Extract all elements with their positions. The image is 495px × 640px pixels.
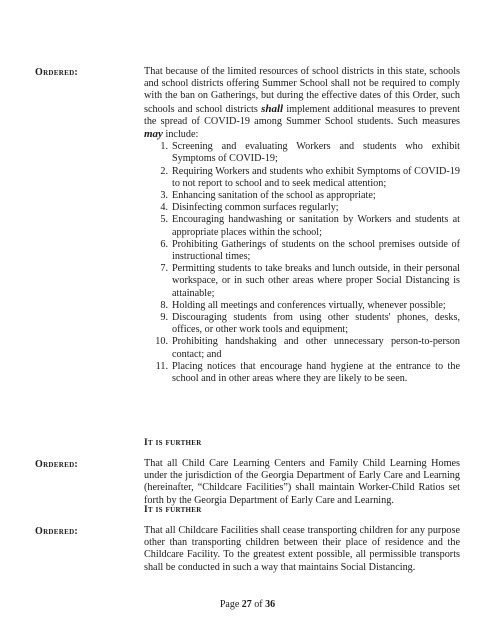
- list-item-text: Encouraging handwashing or sanitation by Workers and students at appropriate places within the school;: [172, 214, 460, 238]
- it-is-further-1: It is further: [144, 438, 202, 448]
- section-3-text: That all Childcare Facilities shall cease transporting children for any purpose other than transporting children between their place of residence and the Childcare Facility. To the greatest extent possible, all permissible transports shall be conducted in such a way that maintains Social Distancing.: [144, 525, 460, 573]
- list-item: [144, 214, 460, 238]
- list-item-number: 10.: [155, 336, 168, 348]
- section-3-body: [144, 525, 460, 574]
- section-1-intro: [144, 66, 460, 141]
- list-item-text: Requiring Workers and students who exhibit Symptoms of COVID-19 to not report to school and to seek medical attention;: [172, 165, 460, 189]
- section-2-text: That all Child Care Learning Centers and Family Child Learning Homes under the jurisdiction of the Georgia Department of Early Care and Learning (hereinafter, “Childcare Facilities”) shall maintain Worker-Child Ratios set forth by the Georgia Department of Early Care and Learning.: [144, 458, 460, 506]
- list-item: [144, 312, 460, 336]
- intro-text-a: That because of the limited resources of school districts in this state, schools and school districts offering Summer School shall not be required to comply with the ban on Gatherings, but during the effective dates of this Order, such schools and school districts: [144, 66, 460, 115]
- list-item: [144, 239, 460, 263]
- list-item-number: 6.: [160, 238, 168, 250]
- list-item-number: 9.: [160, 312, 168, 324]
- page-footer: [0, 599, 495, 610]
- list-item-text: Prohibiting handshaking and other unnecessary person-to-person contact; and: [172, 336, 460, 360]
- intro-text-c: include:: [162, 129, 199, 141]
- list-item: [144, 166, 460, 190]
- footer-prefix: Page: [219, 599, 242, 610]
- list-item-number: 4.: [160, 202, 168, 214]
- list-item-text: Disinfecting common surfaces regularly;: [172, 202, 339, 214]
- list-item: [144, 300, 460, 312]
- list-item-text: Prohibiting Gatherings of students on the school premises outside of instructional times;: [172, 238, 460, 263]
- ordered-label-3: Ordered:: [35, 526, 79, 537]
- list-item-text: Screening and evaluating Workers and students who exhibit Symptoms of COVID-19;: [172, 141, 460, 165]
- list-item-text: Holding all meetings and conferences virtually, whenever possible;: [172, 299, 446, 311]
- list-item: [144, 141, 460, 165]
- intro-emphasis-may: may: [144, 128, 163, 141]
- list-item-number: 3.: [160, 190, 168, 202]
- list-item-number: 2.: [160, 165, 168, 177]
- total-page-number: 36: [265, 599, 276, 610]
- list-item-text: Placing notices that encourage hand hygiene at the entrance to the school and in other areas where they are likely to be seen.: [172, 360, 460, 385]
- list-item: [144, 361, 460, 385]
- list-item-text: Permitting students to take breaks and lunch outside, in their personal workspace, or in such other areas where proper Social Distancing is attainable;: [172, 263, 460, 299]
- ordered-label-1: Ordered:: [35, 67, 79, 78]
- list-item-number: 5.: [160, 214, 168, 226]
- list-item-number: 8.: [160, 299, 168, 311]
- list-item: [144, 190, 460, 202]
- section-2-body: [144, 458, 460, 507]
- intro-text-b: implement additional measures to prevent the spread of COVID-19 among Summer School students. Such measures: [144, 103, 460, 127]
- it-is-further-2: It is further: [144, 505, 202, 515]
- list-item-number: 7.: [160, 263, 168, 275]
- section-1-body: [144, 66, 460, 385]
- ordered-label-2: Ordered:: [35, 459, 79, 470]
- list-item-number: 1.: [160, 141, 168, 153]
- measures-list: [144, 141, 460, 385]
- list-item: [144, 336, 460, 360]
- intro-emphasis-shall: shall: [261, 102, 284, 115]
- list-item: [144, 202, 460, 214]
- footer-of: of: [251, 599, 266, 610]
- list-item-text: Enhancing sanitation of the school as appropriate;: [172, 190, 376, 202]
- list-item-number: 11.: [155, 360, 168, 372]
- current-page-number: 27: [241, 599, 252, 610]
- list-item-text: Discouraging students from using other students' phones, desks, offices, or other work tools and equipment;: [172, 312, 460, 336]
- list-item: [144, 263, 460, 300]
